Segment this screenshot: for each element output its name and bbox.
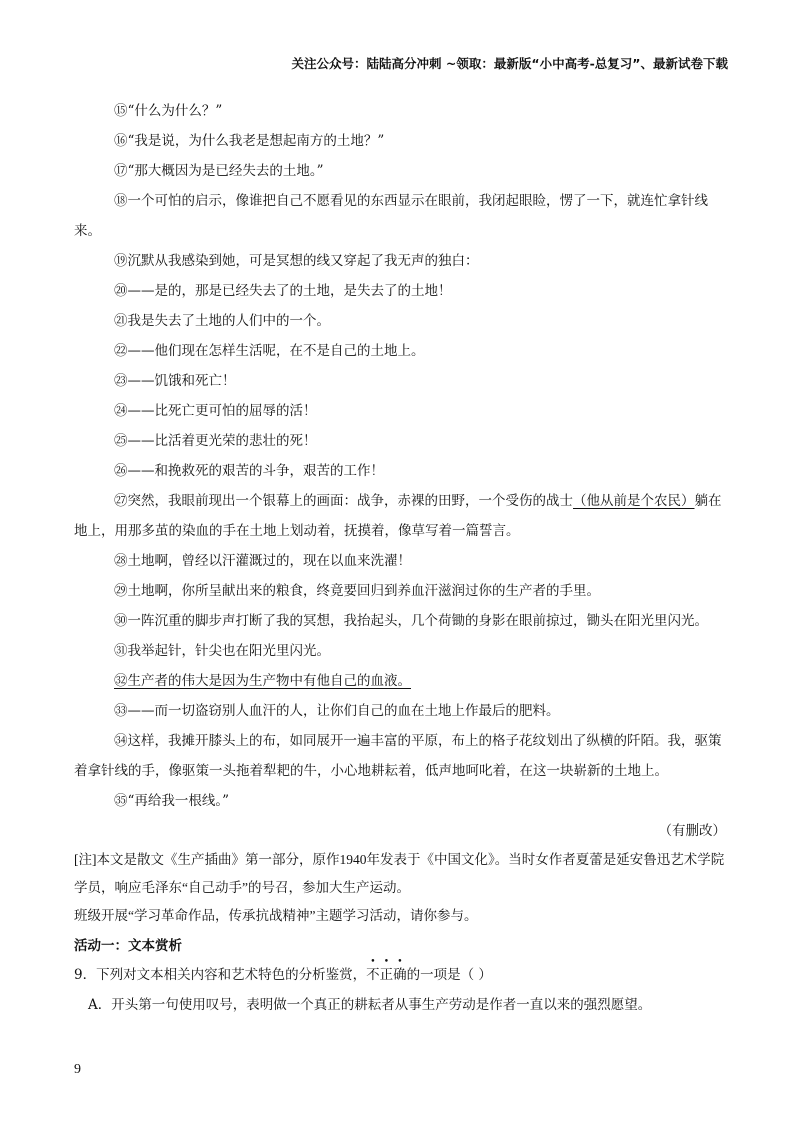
paragraph-23: ㉓——饥饿和死亡！ [114,373,236,389]
paragraph-34: ㉞这样，我摊开膝头上的布，如同展开一遍丰富的平原，布上的格子花纹划出了纵横的阡陌。我，驱策着拿针线的手，像驱策一头拖着犁耙的牛，小心地耕耘着，低声地呵叱着，在这一块崭新的土地上。 [74,733,722,779]
page-number: 9 [74,1062,81,1077]
page-header: 关注公众号：陆陆高分冲刺 ~领取：最新版“小中高考-总复习”、最新试卷下载 [291,56,728,71]
paragraph-30: ㉚一阵沉重的脚步声打断了我的冥想，我抬起头，几个荷锄的身影在眼前掠过，锄头在阳光里闪光。 [114,613,708,629]
paragraph-27 [74,486,726,546]
paragraph-15: ⑮“什么为什么？” [114,103,223,119]
option-a: A．开头第一句使用叹号，表明做一个真正的耕耘者从事生产劳动是作者一直以来的强烈愿望。 [88,997,652,1013]
emphasis-char-1: 不 [366,967,380,983]
paragraph-17: ⑰“那大概因为是已经失去的土地。” [114,163,324,179]
paragraph-31: ㉛我举起针，针尖也在阳光里闪光。 [114,643,330,659]
paragraph-26: ㉖——和挽救死的艰苦的斗争，艰苦的工作！ [114,463,384,479]
paragraph-24: ㉔——比死亡更可怕的屈辱的活！ [114,403,317,419]
paragraph-25: ㉕——比活着更光荣的悲壮的死！ [114,433,317,449]
activity-intro: 班级开展“学习革命作品，传承抗战精神”主题学习活动，请你参与。 [74,908,478,923]
paragraph-22: ㉒——他们现在怎样生活呢，在不是自己的土地上。 [114,343,425,359]
activity-title: 活动一：文本赏析 [74,938,182,954]
paragraph-27-end: 躺在地上，用那多茧的染血的手在土地上划动着，抚摸着，像草写着一篇誓言。 [74,493,722,539]
paragraph-33: ㉝——而一切盗窃别人血汗的人，让你们自己的血在土地上作最后的肥料。 [114,703,560,719]
question-9 [74,960,726,990]
article-body [74,96,726,1020]
paragraph-16: ⑯“我是说，为什么我老是想起南方的土地？” [114,133,385,149]
question-suffix: 的一项是（ ） [406,967,492,983]
paragraph-27-start: ㉗突然，我眼前现出一个银幕上的画面：战争，赤裸的田野，一个受伤的战士 [114,493,573,509]
emphasis-char-2: 正 [379,967,394,983]
paragraph-35: ㉟“再给我一根线。” [114,793,230,809]
paragraph-21: ㉑我是失去了土地的人们中的一个。 [114,313,330,329]
paragraph-18: ⑱一个可怕的启示，像谁把自己不愿看见的东西显示在眼前，我闭起眼睑，愣了一下，就连忙拿针线来。 [74,193,708,239]
emphasis-char-3: 确 [393,967,407,983]
paragraph-20: ⑳——是的，那是已经失去了的土地，是失去了的土地！ [114,283,452,299]
deleted-note: （有删改） [658,823,726,839]
annotation-note: [注]本文是散文《生产插曲》第一部分，原作1940年发表于《中国文化》。当时女作者夏蕾是延安鲁迅艺术学院学员，响应毛泽东“自己动手”的号召，参加大生产运动。 [74,852,725,895]
paragraph-32-underlined: ㉜生产者的伟大是因为生产物中有他自己的血液。 [114,673,411,689]
underlined-phrase-farmer: （他从前是个农民） [573,493,695,509]
paragraph-28: ㉘土地啊，曾经以汗灌溉过的，现在以血来洗濯！ [114,553,411,569]
paragraph-29: ㉙土地啊，你所呈献出来的粮食，终竟要回归到养血汗滋润过你的生产者的手里。 [114,583,600,599]
paragraph-19: ⑲沉默从我感染到她，可是冥想的线又穿起了我无声的独白： [114,253,479,269]
question-prefix: 9．下列对文本相关内容和艺术特色的分析鉴赏， [74,967,367,983]
